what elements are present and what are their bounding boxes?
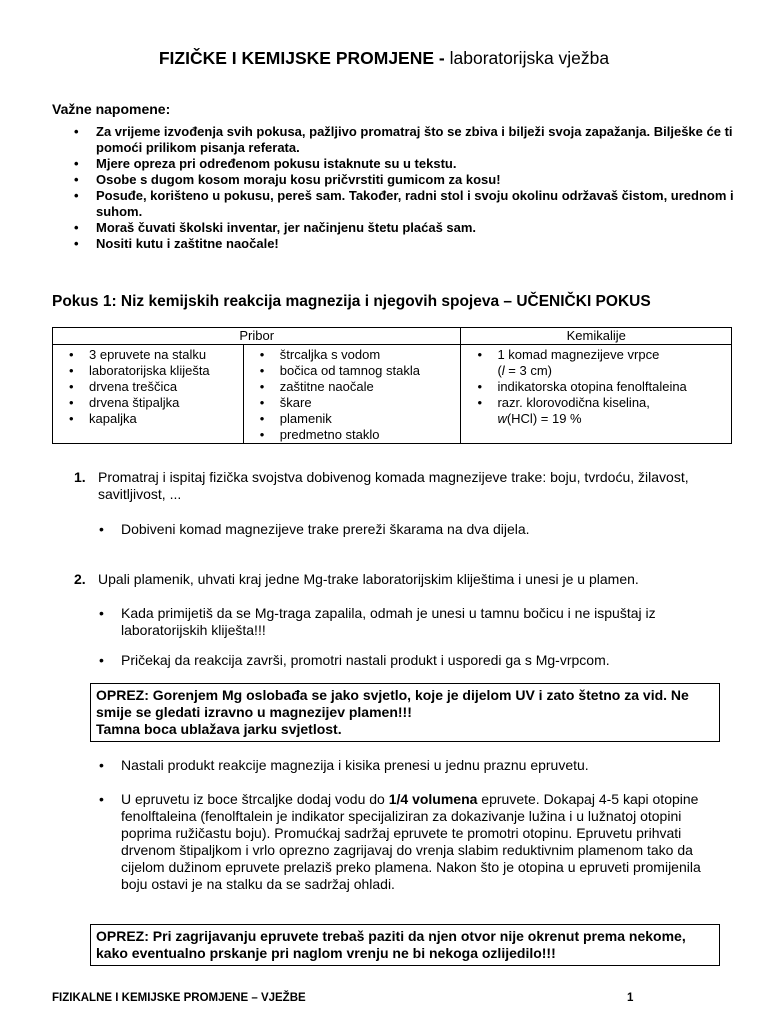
kemikalija-line: razr. klorovodična kiselina, (497, 395, 650, 410)
note-item: • Mjere opreza pri određenom pokusu istaknute su u tekstu. (74, 156, 734, 172)
pribor-item: • škare (244, 395, 461, 411)
bullet-bold: 1/4 volumena (388, 791, 478, 807)
note-item: • Posuđe, korišteno u pokusu, pereš sam. Također, radni stol i svoju okolinu održavaš čistom, urednom i suhom. (74, 188, 734, 220)
kemikalije-col (461, 345, 732, 444)
step-number: 2. (74, 571, 86, 587)
title-separator: - (434, 48, 450, 68)
pribor-item: • 3 epruvete na stalku (53, 347, 243, 363)
bullet-text: Kada primijetiš da se Mg-traga zapalila, odmah je unesi u tamnu bočicu i ne ispuštaj iz laboratorijskih kliješta!!! (121, 605, 656, 638)
pribor-col1 (53, 345, 244, 444)
pribor-item: • laboratorijska kliješta (53, 363, 243, 379)
step2-bullet: • Nastali produkt reakcije magnezija i kisika prenesi u jednu praznu epruvetu. (99, 757, 589, 773)
step-number: 1. (74, 469, 86, 485)
pribor-item: • plamenik (244, 411, 461, 427)
kemikalija-line: = 3 cm) (504, 363, 552, 378)
kemikalija-item (461, 395, 731, 427)
notes-heading: Važne napomene: (52, 101, 171, 117)
notes-list (74, 124, 734, 252)
step2-text: Upali plamenik, uhvati kraj jedne Mg-trake laboratorijskim kliještima i unesi je u plamen. (98, 571, 639, 587)
kemikalija-line: 1 komad magnezijeve vrpce (497, 347, 660, 362)
page-title (0, 48, 768, 69)
pribor-item: • drvena štipaljka (53, 395, 243, 411)
bullet-text: Dobiveni komad magnezijeve trake prereži škarama na dva dijela. (121, 521, 530, 537)
page-number: 1 (627, 992, 634, 1004)
step2-bullet: • Kada primijetiš da se Mg-traga zapalila, odmah je unesi u tamnu bočicu i ne ispuštaj iz laboratorijskih kliješta!!! (99, 605, 656, 638)
kemikalija-item (461, 347, 731, 379)
warning-box (90, 683, 720, 742)
note-item: • Za vrijeme izvođenja svih pokusa, pažljivo promatraj što se zbiva i bilježi svoja zapažanja. Bilješke će ti pomoći prilikom pisanja referata. (74, 124, 734, 156)
bullet-text: epruvete. Dokapaj 4-5 kapi otopine fenolftaleina (fenolftalein je indikator specijaliziran za dokazivanje lužina i u lužnatoj otopini poprima ružičastu boju). Promućkaj sadržaj epruvete te promotri otopinu. Epruvetu prihvati drvenom štipaljkom i vrlo oprezno zagrijavaj do vrenja slabim reduktivnim plamenom tako da cijelom dužinom epruvete prelaziš preko plamena. Nakon što je otopina u epruveti promijenila boju ostavi je na stalku da se sadržaj ohladi. (121, 791, 701, 892)
pribor-item: • predmetno staklo (244, 427, 461, 443)
pribor-col2 (243, 345, 461, 444)
step1-bullet: • Dobiveni komad magnezijeve trake prereži škarama na dva dijela. (99, 521, 530, 537)
warning-text: Tamna boca ublažava jarku svjetlost. (96, 721, 342, 737)
kemikalije-header: Kemikalije (461, 328, 732, 345)
pribor-item: • zaštitne naočale (244, 379, 461, 395)
title-main: FIZIČKE I KEMIJSKE PROMJENE (158, 48, 435, 68)
pribor-item: • bočica od tamnog stakla (244, 363, 461, 379)
kemikalija-line: (HCl) = 19 % (506, 411, 582, 426)
bullet-text: Nastali produkt reakcije magnezija i kisika prenesi u jednu praznu epruvetu. (121, 757, 589, 773)
note-item: • Nositi kutu i zaštitne naočale! (74, 236, 734, 252)
pokus1-heading (52, 293, 651, 311)
kemikalija-var: w (497, 411, 507, 426)
warning-text: OPREZ: Pri zagrijavanju epruvete trebaš paziti da njen otvor nije okrenut prema nekome, kako eventualno prskanje pri naglom vrenju ne bi nekoga ozlijedilo!!! (96, 928, 686, 961)
pokus1-heading-text: Pokus 1: Niz kemijskih reakcija magnezija i njegovih spojeva – (52, 293, 517, 310)
pribor-item: • drvena treščica (53, 379, 243, 395)
bullet-text: Pričekaj da reakcija završi, promotri nastali produkt i usporedi ga s Mg-vrpcom. (121, 652, 610, 668)
note-item: • Osobe s dugom kosom moraju kosu pričvrstiti gumicom za kosu! (74, 172, 734, 188)
bullet-text: U epruvetu iz boce štrcaljke dodaj vodu do (121, 791, 389, 807)
warning-text: OPREZ: Gorenjem Mg oslobađa se jako svjetlo, koje je dijelom UV i zato štetno za vid. Ne smije se gledati izravno u magnezijev plamen!!! (96, 687, 689, 720)
note-item: • Moraš čuvati školski inventar, jer načinjenu štetu plaćaš sam. (74, 220, 734, 236)
step2-bullet: • Pričekaj da reakcija završi, promotri nastali produkt i usporedi ga s Mg-vrpcom. (99, 652, 610, 668)
step1-text: Promatraj i ispitaj fizička svojstva dobivenog komada magnezijeve trake: boju, tvrdoću, žilavost, savitljivost, ... (98, 469, 689, 502)
equipment-table (52, 327, 732, 444)
kemikalija-var: l (501, 363, 505, 378)
pokus1-heading-tag: UČENIČKI POKUS (516, 293, 651, 310)
pribor-item: • štrcaljka s vodom (244, 347, 461, 363)
pribor-header: Pribor (53, 328, 461, 345)
kemikalija-item: • indikatorska otopina fenolftaleina (461, 379, 731, 395)
kemikalija-line: ( (497, 363, 502, 378)
title-sub: laboratorijska vježba (449, 48, 610, 68)
warning-box (90, 924, 720, 966)
pribor-item: • kapaljka (53, 411, 243, 427)
footer-title: FIZIKALNE I KEMIJSKE PROMJENE – VJEŽBE (52, 992, 306, 1004)
step2-bullet: • U epruvetu iz boce štrcaljke dodaj vodu do 1/4 volumena epruvete. Dokapaj 4-5 kapi otopine fenolftaleina (fenolftalein je indikator specijaliziran za dokazivanje lužina i u lužnatoj otopini poprima ružičastu boju). Promućkaj sadržaj epruvete te promotri otopinu. Epruvetu prihvati drvenom štipaljkom i vrlo oprezno zagrijavaj do vrenja slabim reduktivnim plamenom tako da cijelom dužinom epruvete prelaziš preko plamena. Nakon što je otopina u epruveti promijenila boju ostavi je na stalku da se sadržaj ohladi. (99, 791, 701, 892)
